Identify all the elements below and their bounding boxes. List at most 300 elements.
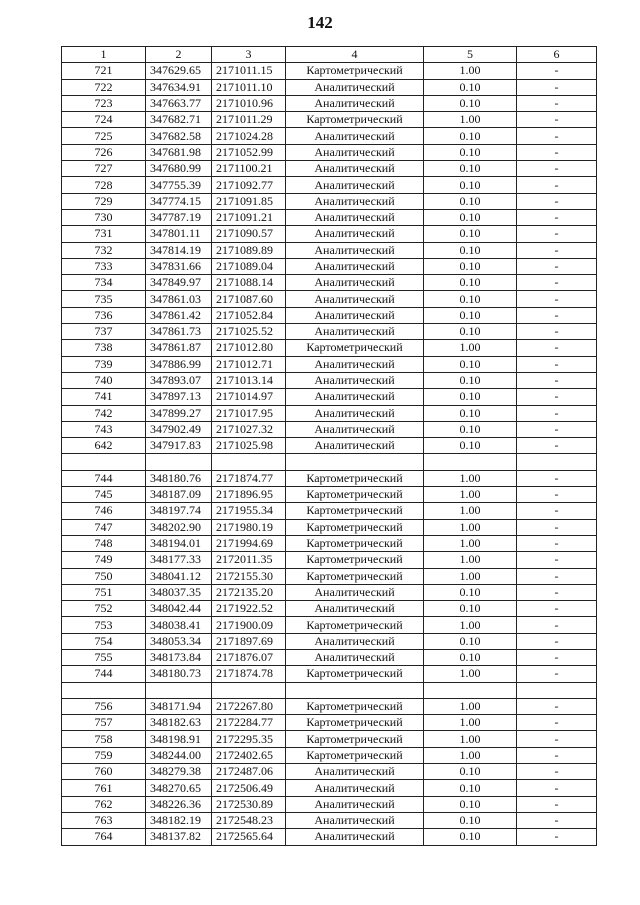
column-header-1: 1: [62, 47, 146, 63]
note-cell: -: [517, 796, 597, 812]
method-cell: Аналитический: [286, 275, 424, 291]
x-coordinate-cell: 348202.90: [146, 519, 212, 535]
note-cell: -: [517, 258, 597, 274]
table-row: [62, 633, 597, 649]
accuracy-cell: 1.00: [424, 470, 517, 486]
point-number-cell: 742: [62, 405, 146, 421]
method-cell: Картометрический: [286, 731, 424, 747]
note-cell: -: [517, 633, 597, 649]
note-cell: -: [517, 161, 597, 177]
table-row: [62, 112, 597, 128]
column-header-5: 5: [424, 47, 517, 63]
table-row: [62, 389, 597, 405]
x-coordinate-cell: 347897.13: [146, 389, 212, 405]
accuracy-cell: 0.10: [424, 291, 517, 307]
method-cell: Аналитический: [286, 161, 424, 177]
note-cell: -: [517, 242, 597, 258]
note-cell: -: [517, 291, 597, 307]
point-number-cell: 739: [62, 356, 146, 372]
accuracy-cell: 0.10: [424, 796, 517, 812]
point-number-cell: 749: [62, 552, 146, 568]
method-cell: Аналитический: [286, 438, 424, 454]
note-cell: -: [517, 307, 597, 323]
note-cell: -: [517, 666, 597, 682]
table-row: [62, 242, 597, 258]
y-coordinate-cell: 2171017.95: [212, 405, 286, 421]
note-cell: -: [517, 715, 597, 731]
accuracy-cell: 1.00: [424, 666, 517, 682]
column-header-4: 4: [286, 47, 424, 63]
point-number-cell: 759: [62, 747, 146, 763]
method-cell: Аналитический: [286, 226, 424, 242]
accuracy-cell: 1.00: [424, 698, 517, 714]
point-number-cell: 751: [62, 584, 146, 600]
point-number-cell: 761: [62, 780, 146, 796]
y-coordinate-cell: 2171092.77: [212, 177, 286, 193]
note-cell: -: [517, 356, 597, 372]
y-coordinate-cell: 2172155.30: [212, 568, 286, 584]
method-cell: Аналитический: [286, 177, 424, 193]
note-cell: -: [517, 405, 597, 421]
note-cell: -: [517, 487, 597, 503]
note-cell: -: [517, 209, 597, 225]
point-number-cell: 734: [62, 275, 146, 291]
y-coordinate-cell: 2172506.49: [212, 780, 286, 796]
accuracy-cell: 0.10: [424, 421, 517, 437]
table-row: [62, 617, 597, 633]
note-cell: [517, 682, 597, 698]
method-cell: Аналитический: [286, 421, 424, 437]
method-cell: Аналитический: [286, 144, 424, 160]
method-cell: Аналитический: [286, 829, 424, 845]
table-row: [62, 291, 597, 307]
method-cell: Аналитический: [286, 812, 424, 828]
accuracy-cell: 0.10: [424, 633, 517, 649]
accuracy-cell: 0.10: [424, 324, 517, 340]
x-coordinate-cell: [146, 454, 212, 470]
y-coordinate-cell: 2171100.21: [212, 161, 286, 177]
x-coordinate-cell: 348180.73: [146, 666, 212, 682]
point-number-cell: 753: [62, 617, 146, 633]
table-row: [62, 829, 597, 845]
y-coordinate-cell: 2172135.20: [212, 584, 286, 600]
accuracy-cell: 0.10: [424, 193, 517, 209]
point-number-cell: 725: [62, 128, 146, 144]
method-cell: Картометрический: [286, 747, 424, 763]
point-number-cell: 732: [62, 242, 146, 258]
table-row: [62, 421, 597, 437]
x-coordinate-cell: 347899.27: [146, 405, 212, 421]
table-body: [62, 63, 597, 845]
y-coordinate-cell: 2171876.07: [212, 649, 286, 665]
y-coordinate-cell: 2171027.32: [212, 421, 286, 437]
method-cell: Аналитический: [286, 764, 424, 780]
accuracy-cell: 0.10: [424, 829, 517, 845]
note-cell: -: [517, 568, 597, 584]
table-row: [62, 405, 597, 421]
y-coordinate-cell: 2171089.89: [212, 242, 286, 258]
accuracy-cell: 0.10: [424, 584, 517, 600]
note-cell: -: [517, 747, 597, 763]
x-coordinate-cell: 347861.42: [146, 307, 212, 323]
table-row: [62, 438, 597, 454]
point-number-cell: 741: [62, 389, 146, 405]
x-coordinate-cell: 348171.94: [146, 698, 212, 714]
y-coordinate-cell: 2171025.52: [212, 324, 286, 340]
note-cell: -: [517, 438, 597, 454]
table-row: [62, 372, 597, 388]
x-coordinate-cell: 348037.35: [146, 584, 212, 600]
y-coordinate-cell: 2171922.52: [212, 601, 286, 617]
note-cell: -: [517, 389, 597, 405]
method-cell: Аналитический: [286, 584, 424, 600]
table-row: [62, 193, 597, 209]
y-coordinate-cell: 2171087.60: [212, 291, 286, 307]
point-number-cell: 730: [62, 209, 146, 225]
table-row: [62, 161, 597, 177]
y-coordinate-cell: [212, 682, 286, 698]
y-coordinate-cell: 2171011.29: [212, 112, 286, 128]
accuracy-cell: 0.10: [424, 389, 517, 405]
x-coordinate-cell: 348279.38: [146, 764, 212, 780]
method-cell: Аналитический: [286, 291, 424, 307]
x-coordinate-cell: 347682.71: [146, 112, 212, 128]
point-number-cell: 764: [62, 829, 146, 845]
note-cell: -: [517, 731, 597, 747]
note-cell: [517, 454, 597, 470]
y-coordinate-cell: 2172011.35: [212, 552, 286, 568]
y-coordinate-cell: 2172548.23: [212, 812, 286, 828]
table-row: [62, 666, 597, 682]
point-number-cell: 736: [62, 307, 146, 323]
point-number-cell: 731: [62, 226, 146, 242]
table-row: [62, 812, 597, 828]
x-coordinate-cell: 348198.91: [146, 731, 212, 747]
point-number-cell: 722: [62, 79, 146, 95]
note-cell: -: [517, 112, 597, 128]
method-cell: Картометрический: [286, 487, 424, 503]
point-number-cell: 729: [62, 193, 146, 209]
point-number-cell: 760: [62, 764, 146, 780]
column-header-6: 6: [517, 47, 597, 63]
method-cell: Картометрический: [286, 715, 424, 731]
point-number-cell: 723: [62, 95, 146, 111]
method-cell: Аналитический: [286, 79, 424, 95]
y-coordinate-cell: 2171955.34: [212, 503, 286, 519]
x-coordinate-cell: 348197.74: [146, 503, 212, 519]
table-row: [62, 128, 597, 144]
note-cell: -: [517, 649, 597, 665]
method-cell: Аналитический: [286, 405, 424, 421]
x-coordinate-cell: 347774.15: [146, 193, 212, 209]
point-number-cell: 726: [62, 144, 146, 160]
note-cell: -: [517, 535, 597, 551]
point-number-cell: 728: [62, 177, 146, 193]
y-coordinate-cell: 2171025.98: [212, 438, 286, 454]
y-coordinate-cell: 2171052.84: [212, 307, 286, 323]
table-row: [62, 780, 597, 796]
point-number-cell: 752: [62, 601, 146, 617]
y-coordinate-cell: 2171052.99: [212, 144, 286, 160]
point-number-cell: 755: [62, 649, 146, 665]
y-coordinate-cell: 2171874.78: [212, 666, 286, 682]
accuracy-cell: 0.10: [424, 128, 517, 144]
point-number-cell: 737: [62, 324, 146, 340]
method-cell: Аналитический: [286, 95, 424, 111]
y-coordinate-cell: 2171896.95: [212, 487, 286, 503]
accuracy-cell: 0.10: [424, 95, 517, 111]
x-coordinate-cell: 347755.39: [146, 177, 212, 193]
x-coordinate-cell: 347861.73: [146, 324, 212, 340]
y-coordinate-cell: 2171024.28: [212, 128, 286, 144]
table-row: [62, 275, 597, 291]
point-number-cell: 735: [62, 291, 146, 307]
table-row: [62, 503, 597, 519]
point-number-cell: 762: [62, 796, 146, 812]
accuracy-cell: 0.10: [424, 161, 517, 177]
x-coordinate-cell: 347814.19: [146, 242, 212, 258]
point-number-cell: 758: [62, 731, 146, 747]
method-cell: Картометрический: [286, 666, 424, 682]
method-cell: Картометрический: [286, 617, 424, 633]
x-coordinate-cell: 347682.58: [146, 128, 212, 144]
x-coordinate-cell: 348137.82: [146, 829, 212, 845]
point-number-cell: 721: [62, 63, 146, 79]
method-cell: Аналитический: [286, 258, 424, 274]
method-cell: Картометрический: [286, 503, 424, 519]
x-coordinate-cell: 348180.76: [146, 470, 212, 486]
x-coordinate-cell: 347831.66: [146, 258, 212, 274]
point-number-cell: 738: [62, 340, 146, 356]
y-coordinate-cell: 2172295.35: [212, 731, 286, 747]
x-coordinate-cell: 348244.00: [146, 747, 212, 763]
x-coordinate-cell: 348226.36: [146, 796, 212, 812]
note-cell: -: [517, 552, 597, 568]
note-cell: -: [517, 79, 597, 95]
x-coordinate-cell: 347902.49: [146, 421, 212, 437]
table-row: [62, 731, 597, 747]
y-coordinate-cell: 2171012.80: [212, 340, 286, 356]
method-cell: Аналитический: [286, 796, 424, 812]
accuracy-cell: 1.00: [424, 519, 517, 535]
table-row: [62, 79, 597, 95]
point-number-cell: 763: [62, 812, 146, 828]
x-coordinate-cell: 347861.03: [146, 291, 212, 307]
accuracy-cell: 1.00: [424, 503, 517, 519]
method-cell: Картометрический: [286, 63, 424, 79]
table-row: [62, 356, 597, 372]
table-row: [62, 258, 597, 274]
method-cell: Картометрический: [286, 535, 424, 551]
table-row: [62, 552, 597, 568]
accuracy-cell: 1.00: [424, 617, 517, 633]
accuracy-cell: 0.10: [424, 209, 517, 225]
method-cell: Картометрический: [286, 568, 424, 584]
method-cell: Картометрический: [286, 552, 424, 568]
y-coordinate-cell: 2171089.04: [212, 258, 286, 274]
note-cell: -: [517, 372, 597, 388]
accuracy-cell: 0.10: [424, 438, 517, 454]
accuracy-cell: 0.10: [424, 780, 517, 796]
method-cell: Аналитический: [286, 601, 424, 617]
note-cell: -: [517, 128, 597, 144]
method-cell: [286, 454, 424, 470]
table-row: [62, 535, 597, 551]
accuracy-cell: 1.00: [424, 63, 517, 79]
y-coordinate-cell: 2171014.97: [212, 389, 286, 405]
table-row: [62, 470, 597, 486]
note-cell: -: [517, 324, 597, 340]
point-number-cell: 743: [62, 421, 146, 437]
method-cell: Аналитический: [286, 356, 424, 372]
accuracy-cell: 0.10: [424, 649, 517, 665]
accuracy-cell: 0.10: [424, 405, 517, 421]
accuracy-cell: 1.00: [424, 747, 517, 763]
x-coordinate-cell: 347634.91: [146, 79, 212, 95]
table-row: [62, 226, 597, 242]
point-number-cell: 745: [62, 487, 146, 503]
accuracy-cell: [424, 454, 517, 470]
table-row: [62, 177, 597, 193]
y-coordinate-cell: 2171091.21: [212, 209, 286, 225]
note-cell: -: [517, 780, 597, 796]
accuracy-cell: 0.10: [424, 258, 517, 274]
accuracy-cell: 1.00: [424, 568, 517, 584]
note-cell: -: [517, 601, 597, 617]
accuracy-cell: [424, 682, 517, 698]
note-cell: -: [517, 698, 597, 714]
x-coordinate-cell: 348038.41: [146, 617, 212, 633]
y-coordinate-cell: 2171010.96: [212, 95, 286, 111]
point-number-cell: 756: [62, 698, 146, 714]
x-coordinate-cell: 348173.84: [146, 649, 212, 665]
method-cell: Аналитический: [286, 324, 424, 340]
accuracy-cell: 0.10: [424, 275, 517, 291]
y-coordinate-cell: 2171897.69: [212, 633, 286, 649]
x-coordinate-cell: 347629.65: [146, 63, 212, 79]
y-coordinate-cell: 2172530.89: [212, 796, 286, 812]
note-cell: -: [517, 63, 597, 79]
point-number-cell: 746: [62, 503, 146, 519]
accuracy-cell: 0.10: [424, 79, 517, 95]
point-number-cell: 754: [62, 633, 146, 649]
method-cell: Аналитический: [286, 389, 424, 405]
method-cell: Аналитический: [286, 242, 424, 258]
y-coordinate-cell: 2172565.64: [212, 829, 286, 845]
note-cell: -: [517, 95, 597, 111]
y-coordinate-cell: 2171013.14: [212, 372, 286, 388]
note-cell: -: [517, 617, 597, 633]
accuracy-cell: 0.10: [424, 307, 517, 323]
y-coordinate-cell: 2171994.69: [212, 535, 286, 551]
table-row: [62, 307, 597, 323]
x-coordinate-cell: [146, 682, 212, 698]
y-coordinate-cell: [212, 454, 286, 470]
accuracy-cell: 0.10: [424, 356, 517, 372]
column-header-3: 3: [212, 47, 286, 63]
method-cell: Картометрический: [286, 470, 424, 486]
table-row: [62, 519, 597, 535]
x-coordinate-cell: 347681.98: [146, 144, 212, 160]
x-coordinate-cell: 348270.65: [146, 780, 212, 796]
accuracy-cell: 1.00: [424, 487, 517, 503]
y-coordinate-cell: 2171088.14: [212, 275, 286, 291]
y-coordinate-cell: 2172402.65: [212, 747, 286, 763]
note-cell: -: [517, 519, 597, 535]
x-coordinate-cell: 348177.33: [146, 552, 212, 568]
table-spacer-row: [62, 682, 597, 698]
table-row: [62, 95, 597, 111]
method-cell: Аналитический: [286, 128, 424, 144]
table-row: [62, 584, 597, 600]
point-number-cell: 757: [62, 715, 146, 731]
note-cell: -: [517, 470, 597, 486]
y-coordinate-cell: 2171980.19: [212, 519, 286, 535]
method-cell: Аналитический: [286, 307, 424, 323]
accuracy-cell: 0.10: [424, 764, 517, 780]
table-row: [62, 698, 597, 714]
accuracy-cell: 1.00: [424, 731, 517, 747]
table-row: [62, 764, 597, 780]
note-cell: -: [517, 226, 597, 242]
table-row: [62, 568, 597, 584]
x-coordinate-cell: 347886.99: [146, 356, 212, 372]
x-coordinate-cell: 347663.77: [146, 95, 212, 111]
point-number-cell: 750: [62, 568, 146, 584]
accuracy-cell: 0.10: [424, 144, 517, 160]
table-row: [62, 340, 597, 356]
x-coordinate-cell: 347787.19: [146, 209, 212, 225]
point-number-cell: 642: [62, 438, 146, 454]
table-row: [62, 601, 597, 617]
note-cell: -: [517, 829, 597, 845]
method-cell: Аналитический: [286, 209, 424, 225]
method-cell: Картометрический: [286, 112, 424, 128]
point-number-cell: 747: [62, 519, 146, 535]
y-coordinate-cell: 2171900.09: [212, 617, 286, 633]
method-cell: Аналитический: [286, 633, 424, 649]
accuracy-cell: 0.10: [424, 242, 517, 258]
accuracy-cell: 1.00: [424, 535, 517, 551]
x-coordinate-cell: 347801.11: [146, 226, 212, 242]
x-coordinate-cell: 348187.09: [146, 487, 212, 503]
table-row: [62, 796, 597, 812]
point-number-cell: 744: [62, 666, 146, 682]
method-cell: Аналитический: [286, 780, 424, 796]
table-row: [62, 63, 597, 79]
method-cell: Картометрический: [286, 519, 424, 535]
table-row: [62, 144, 597, 160]
x-coordinate-cell: 347861.87: [146, 340, 212, 356]
x-coordinate-cell: 348041.12: [146, 568, 212, 584]
point-number-cell: 744: [62, 470, 146, 486]
x-coordinate-cell: 347917.83: [146, 438, 212, 454]
y-coordinate-cell: 2171090.57: [212, 226, 286, 242]
table-row: [62, 747, 597, 763]
accuracy-cell: 0.10: [424, 226, 517, 242]
y-coordinate-cell: 2172284.77: [212, 715, 286, 731]
x-coordinate-cell: 347849.97: [146, 275, 212, 291]
point-number-cell: 740: [62, 372, 146, 388]
accuracy-cell: 1.00: [424, 715, 517, 731]
method-cell: [286, 682, 424, 698]
note-cell: -: [517, 144, 597, 160]
y-coordinate-cell: 2171091.85: [212, 193, 286, 209]
note-cell: -: [517, 764, 597, 780]
accuracy-cell: 0.10: [424, 601, 517, 617]
point-number-cell: 727: [62, 161, 146, 177]
point-number-cell: [62, 454, 146, 470]
